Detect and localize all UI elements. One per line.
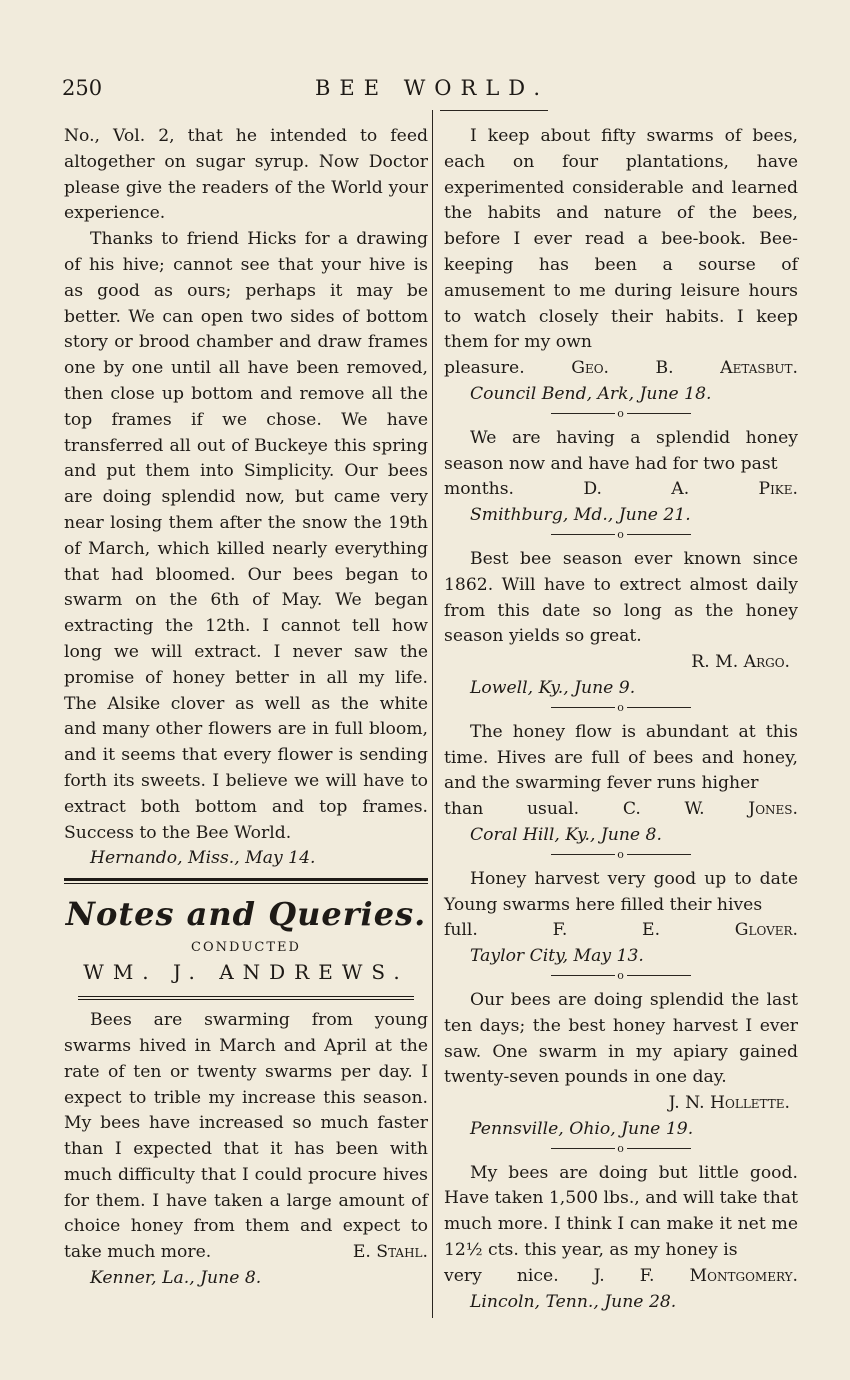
place-date: Smithburg, Md., June 21. — [470, 505, 691, 526]
signature: J. N. Hollette. — [668, 1093, 790, 1114]
page-header — [62, 76, 802, 106]
line-end: than usual. — [444, 799, 580, 820]
paragraph: No., Vol. 2, that he intended to feed altogether on sugar syrup. Now Doctor please give the readers of the World your experience. — [64, 126, 428, 224]
header-rule — [440, 110, 548, 111]
place-date: Lincoln, Tenn., June 28. — [470, 1291, 677, 1312]
separator: o — [444, 970, 798, 988]
running-title: BEE WORLD. — [314, 76, 550, 100]
signature-line — [444, 1264, 798, 1290]
separator: o — [444, 408, 798, 426]
line-end: months. — [444, 479, 514, 500]
signature: E. Stahl. — [352, 1242, 428, 1263]
page-number: 250 — [62, 76, 103, 100]
separator: o — [444, 702, 798, 720]
letter-text: Our bees are doing splendid the last ten days; the best honey harvest I ever saw. One swarm in my apiary gained twenty-seven pounds in one day. — [444, 989, 798, 1088]
line-end: very nice. — [444, 1265, 559, 1286]
line-end: pleasure. — [444, 358, 525, 379]
signature: C. W. Jones. — [622, 799, 798, 820]
conducted-label: CONDUCTED — [191, 940, 301, 956]
section-divider — [78, 996, 414, 1000]
signature: F. E. Glover. — [552, 920, 798, 941]
editor-name: WM. J. ANDREWS. — [83, 960, 409, 985]
signature-line — [444, 356, 798, 382]
signature-line — [444, 918, 798, 944]
left-column — [64, 124, 428, 1292]
letter-text: My bees are doing but little good. Have taken 1,500 lbs., and will take that much more. I think I can make it net me 12½ cts. this year, as my honey is — [444, 1162, 799, 1261]
signature-line — [444, 477, 798, 503]
letter-text: We are having a splendid honey season now and have had for two past — [444, 427, 798, 474]
signature: J. F. Montgomery. — [593, 1265, 799, 1286]
section-title: Notes and Queries. — [65, 895, 427, 934]
right-column — [444, 124, 798, 1315]
separator: o — [444, 529, 798, 547]
place-date: Lowell, Ky., June 9. — [470, 677, 636, 698]
line-end: full. — [444, 920, 478, 941]
paragraph — [64, 1008, 428, 1266]
column-divider — [432, 110, 433, 1318]
letter-text: I keep about fifty swarms of bees, each on four plantations, have experimented considerable and learned the habits and nature of the bees, before I ever read a bee-book. Bee-keeping has been a sourse of amusement to me during leisure hours to watch closely their habits. I keep them for my own — [444, 126, 798, 353]
separator: o — [444, 1143, 798, 1161]
letter-text: Honey harvest very good up to date Young swarms here filled their hives — [444, 868, 798, 915]
signature-line — [444, 797, 798, 823]
signature: R. M. Argo. — [691, 652, 790, 673]
signature: D. A. Pike. — [583, 479, 798, 500]
place-date: Taylor City, May 13. — [470, 946, 644, 967]
letter-text: The honey flow is abundant at this time. Hives are full of bees and honey, and the swarming fever runs higher — [444, 721, 798, 794]
letter-text: Best bee season ever known since 1862. Will have to extrect almost daily from this date so long as the honey season yields so great. — [444, 548, 798, 647]
paragraph: Thanks to friend Hicks for a drawing of his hive; cannot see that your hive is as good as ours; perhaps it may be better. We can open two sides of bottom story or brood chamber and draw frames one by one until all have been removed, then close up bottom and remove all the top frames if we chose. We have transferred all out of Buckeye this spring and put them into Simplicity. Our bees are doing splendid now, but came very near losing them after the snow the 19th of March, which killed nearly everything that had bloomed. Our bees began to swarm on the 6th of May. We began extracting the 12th. I cannot tell how long we will extract. I never saw the promise of honey better in all my life. The Alsike clover as well as the white and many other flowers are in full bloom, and it seems that every flower is sending forth its sweets. I believe we will have to extract both bottom and top frames. Success to the Bee World. — [64, 229, 428, 843]
place-date: Council Bend, Ark, June 18. — [470, 383, 712, 404]
section-divider — [64, 878, 428, 884]
place-date: Hernando, Miss., May 14. — [90, 848, 316, 869]
letter-text: Bees are swarming from young swarms hived in March and April at the rate of ten or twenty swarms per day. I expect to trible my increase this season. My bees have increased so much faster than I expected that it has been with much difficulty that I could procure hives for them. I have taken a large amount of choice honey from them and expect to take much more. — [64, 1010, 428, 1263]
place-date: Pennsville, Ohio, June 19. — [470, 1118, 694, 1139]
place-date: Coral Hill, Ky., June 8. — [470, 824, 662, 845]
separator: o — [444, 849, 798, 867]
signature: Geo. B. Aetasbut. — [571, 358, 798, 379]
place-date: Kenner, La., June 8. — [90, 1268, 262, 1289]
